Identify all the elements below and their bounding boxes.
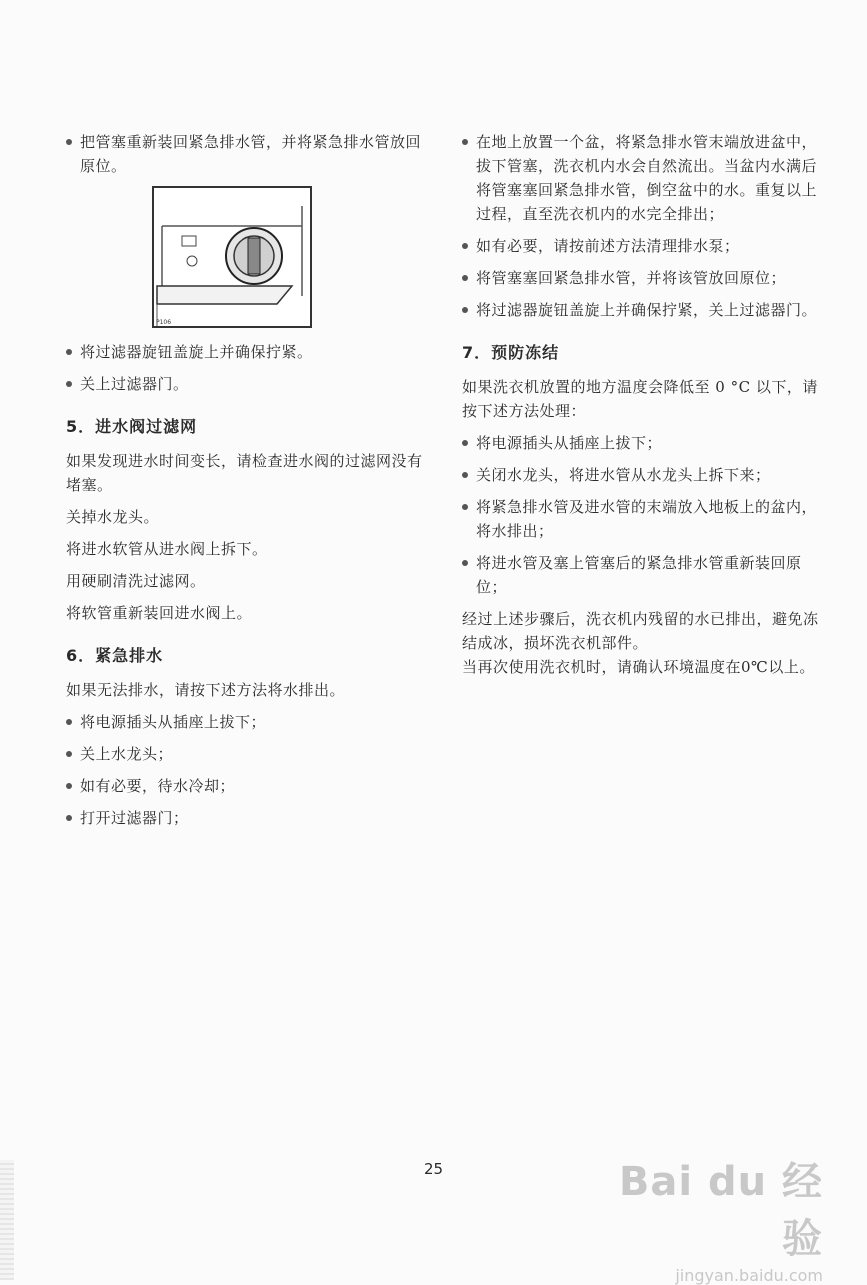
- bullet-text: 把管塞重新装回紧急排水管，并将紧急排水管放回原位。: [66, 130, 426, 178]
- paragraph: 将软管重新装回进水阀上。: [66, 604, 253, 622]
- bullet-text: 关闭水龙头，将进水管从水龙头上拆下来；: [462, 463, 822, 487]
- bullet-text: 如有必要，待水冷却；: [66, 774, 426, 798]
- page-number: 25: [423, 1160, 444, 1178]
- paragraph: 如果无法排水，请按下述方法将水排出。: [66, 681, 346, 699]
- paragraph: 当再次使用洗衣机时，请确认环境温度在0℃以上。: [462, 658, 815, 676]
- washing-machine-filter-illustration: [152, 186, 312, 328]
- paragraph: 关掉水龙头。: [66, 508, 160, 526]
- baidu-jingyan-watermark: [603, 1150, 823, 1285]
- bullet-text: 关上水龙头；: [66, 742, 426, 766]
- section-5-heading: 5．进水阀过滤网: [66, 417, 198, 436]
- paragraph: 将进水软管从进水阀上拆下。: [66, 540, 268, 558]
- bullet-text: 在地上放置一个盆，将紧急排水管末端放进盆中，拔下管塞，洗衣机内水会自然流出。当盆内水满后将管塞塞回紧急排水管，倒空盆中的水。重复以上过程，直至洗衣机内的水完全排出；: [462, 130, 822, 226]
- watermark-url: jingyan.baidu.com: [675, 1266, 823, 1285]
- bullet-text: 如有必要，请按前述方法清理排水泵；: [462, 234, 822, 258]
- figure-label: P106: [156, 319, 172, 326]
- watermark-brand: Bai du 经验: [618, 1159, 823, 1262]
- bullet-text: 将过滤器旋钮盖旋上并确保拧紧。: [66, 340, 426, 364]
- paragraph: 如果发现进水时间变长，请检查进水阀的过滤网没有堵塞。: [66, 452, 423, 494]
- page-edge-decoration: [0, 1160, 14, 1280]
- paragraph: 用硬刷清洗过滤网。: [66, 572, 206, 590]
- bullet-text: 将电源插头从插座上拔下；: [462, 431, 822, 455]
- right-column: [462, 130, 822, 687]
- bullet-text: 将进水管及塞上管塞后的紧急排水管重新装回原位；: [462, 551, 822, 599]
- bullet-text: 关上过滤器门。: [66, 372, 426, 396]
- left-column: [66, 130, 426, 838]
- bullet-text: 将紧急排水管及进水管的末端放入地板上的盆内，将水排出；: [462, 495, 822, 543]
- paragraph: 经过上述步骤后，洗衣机内残留的水已排出，避免冻结成冰，损坏洗衣机部件。: [462, 610, 819, 652]
- bullet-text: 打开过滤器门；: [66, 806, 426, 830]
- section-6-heading: 6．紧急排水: [66, 646, 164, 665]
- paragraph: 如果洗衣机放置的地方温度会降低至 0 °C 以下，请按下述方法处理：: [462, 378, 818, 420]
- bullet-text: 将过滤器旋钮盖旋上并确保拧紧，关上过滤器门。: [462, 298, 822, 322]
- filter-door-drawing: [152, 186, 312, 328]
- bullet-text: 将管塞塞回紧急排水管，并将该管放回原位；: [462, 266, 822, 290]
- bullet-text: 将电源插头从插座上拔下；: [66, 710, 426, 734]
- section-7-heading: 7．预防冻结: [462, 343, 560, 362]
